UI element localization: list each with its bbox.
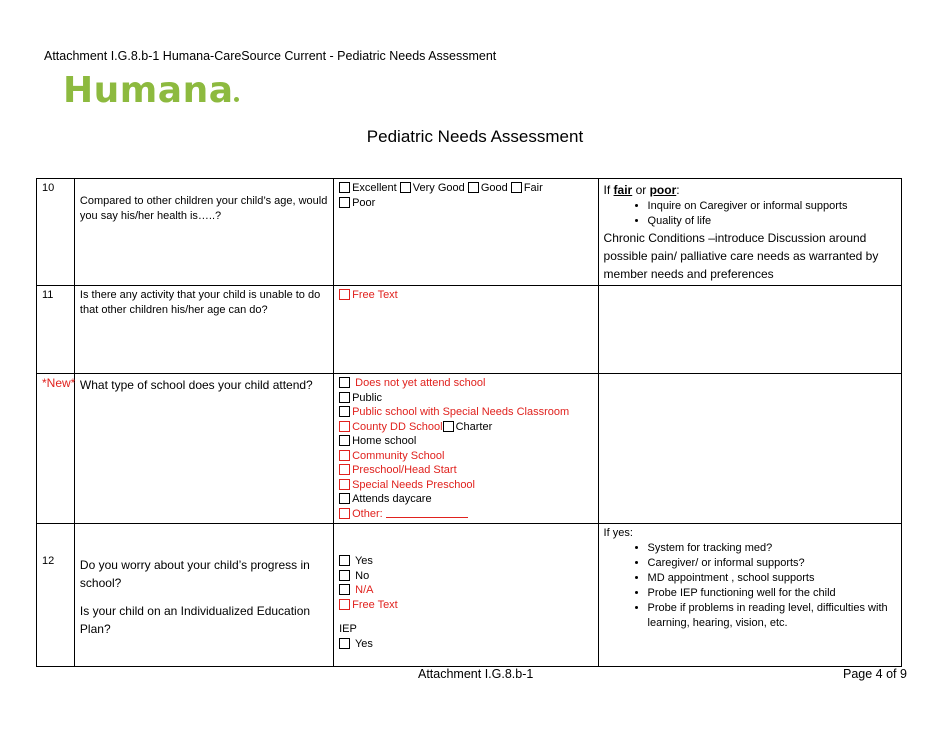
checkbox-free-text[interactable]: [339, 289, 350, 300]
option-label: Public school with Special Needs Classroom: [352, 406, 570, 418]
question-text: [74, 374, 333, 524]
option-label: Does not yet attend school: [355, 377, 486, 389]
option-label: Excellent: [352, 182, 397, 194]
checkbox-charter[interactable]: [443, 421, 454, 432]
guidance-notes: [598, 179, 901, 286]
note-or: or: [632, 183, 650, 197]
checkbox-daycare[interactable]: [339, 493, 350, 504]
answer-options: [334, 179, 598, 286]
row-number: [37, 524, 75, 667]
question-text: [74, 179, 333, 286]
free-text-label: Free Text: [352, 289, 398, 301]
option-label: Special Needs Preschool: [352, 478, 475, 491]
checkbox-poor[interactable]: [339, 197, 350, 208]
note-bullets: [604, 541, 896, 631]
note-heading: [604, 181, 896, 199]
guidance-notes: [598, 374, 901, 524]
question-text: Is there any activity that your child is unable to do that other children his/her age can do?: [74, 286, 333, 374]
note-prefix: If: [603, 183, 614, 197]
note-bullets: [604, 199, 896, 229]
humana-logo: [63, 70, 239, 111]
table-row-10: [37, 179, 902, 286]
checkbox-public-special[interactable]: [339, 406, 350, 417]
option-label: Free Text: [352, 598, 398, 611]
option-label: Yes: [354, 555, 373, 567]
option-label: Preschool/Head Start: [352, 464, 457, 476]
row-number: 11: [37, 286, 75, 374]
answer-options: [334, 374, 598, 524]
logo-text: Humana: [63, 70, 234, 111]
checkbox-community[interactable]: [339, 450, 350, 461]
checkbox-na[interactable]: [339, 584, 350, 595]
answer-options: [334, 286, 598, 374]
logo-dot: [234, 97, 239, 102]
row-number: 10: [37, 179, 75, 286]
table-row-11: [37, 286, 902, 374]
note-label: If yes:: [603, 527, 633, 539]
checkbox-special-preschool[interactable]: [339, 479, 350, 490]
row-number: [37, 374, 75, 524]
other-blank-line[interactable]: [386, 507, 468, 518]
checkbox-very-good[interactable]: [400, 182, 411, 193]
checkbox-free-text-12[interactable]: [339, 599, 350, 610]
note-poor: poor: [649, 183, 677, 197]
checkbox-excellent[interactable]: [339, 182, 350, 193]
option-label: N/A: [355, 584, 374, 596]
list-item: • Caregiver/ or informal supports?: [648, 556, 896, 571]
option-label: Poor: [352, 196, 376, 209]
checkbox-no[interactable]: [339, 570, 350, 581]
checkbox-public[interactable]: [339, 392, 350, 403]
checkbox-iep-yes[interactable]: [339, 638, 350, 649]
new-marker: *New*: [42, 376, 76, 390]
list-item: • Inquire on Caregiver or informal supports: [648, 199, 896, 214]
checkbox-fair[interactable]: [511, 182, 522, 193]
attachment-header: Attachment I.G.8.b-1 Humana-CareSource Current - Pediatric Needs Assessment: [44, 49, 497, 63]
list-item: • MD appointment , school supports: [648, 571, 896, 586]
option-label: Attends daycare: [352, 493, 432, 505]
checkbox-home-school[interactable]: [339, 435, 350, 446]
list-item: • System for tracking med?: [648, 541, 896, 556]
table-row-new: [37, 374, 902, 524]
assessment-table: [36, 178, 902, 667]
option-label: Public: [352, 391, 383, 404]
guidance-notes: [598, 524, 901, 667]
document-title: Pediatric Needs Assessment: [366, 127, 584, 146]
list-item: • Quality of life: [648, 214, 896, 229]
row-number-12: 12: [42, 555, 55, 567]
checkbox-county-dd[interactable]: [339, 421, 350, 432]
guidance-notes: [598, 286, 901, 374]
list-item: • Probe if problems in reading level, difficulties with learning, hearing, vision, etc.: [648, 601, 896, 631]
list-item: • Probe IEP functioning well for the child: [648, 586, 896, 601]
option-label: Yes: [354, 637, 373, 650]
option-label: No: [355, 569, 370, 582]
page-number: Page 4 of 9: [843, 667, 907, 681]
note-colon: :: [676, 183, 680, 197]
option-label: Very Good: [412, 182, 465, 194]
question-text: [74, 524, 333, 667]
option-label: Community School: [352, 449, 445, 462]
option-label: Other:: [352, 507, 383, 520]
iep-label: IEP: [339, 623, 357, 635]
footer-attachment: Attachment I.G.8.b-1: [418, 667, 534, 681]
option-label: Good: [480, 182, 508, 194]
checkbox-preschool-head[interactable]: [339, 464, 350, 475]
option-label: County DD School: [352, 420, 443, 433]
checkbox-other[interactable]: [339, 508, 350, 519]
checkbox-good[interactable]: [468, 182, 479, 193]
question-new: What type of school does your child attend?: [79, 378, 313, 392]
option-label: Fair: [523, 182, 543, 194]
table-row-12: [37, 524, 902, 667]
option-label: Home school: [352, 435, 417, 447]
note-fair: fair: [613, 183, 633, 197]
answer-options: [334, 524, 598, 667]
question-12a: Do you worry about your child’s progress in school?: [79, 558, 310, 590]
option-label: Charter: [455, 420, 493, 433]
question-10: Compared to other children your child’s age, would you say his/her health is…..?: [79, 195, 328, 222]
question-12b: Is your child on an Individualized Education Plan?: [79, 604, 311, 636]
checkbox-yes[interactable]: [339, 555, 350, 566]
checkbox-not-yet[interactable]: [339, 377, 350, 388]
note-extra: Chronic Conditions –introduce Discussion around possible pain/ palliative care needs as warranted by member needs and preferences: [603, 231, 879, 281]
